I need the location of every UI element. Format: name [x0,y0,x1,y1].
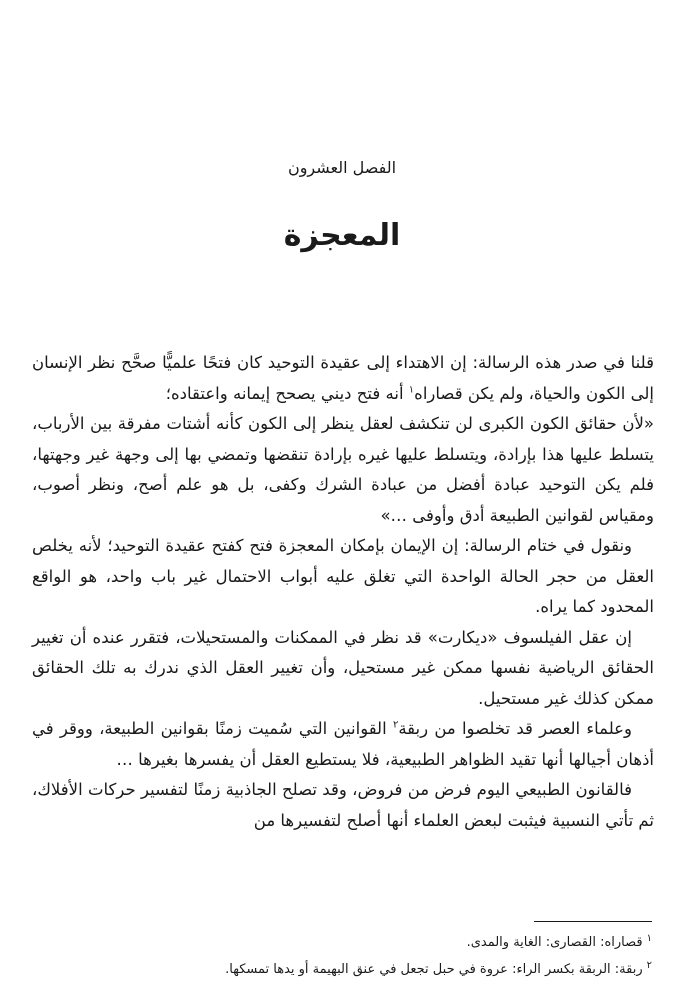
paragraph-2-quote: «لأن حقائق الكون الكبرى لن تنكشف لعقل ينظر إلى الكون كأنه أشتات مفرقة بين الأرباب، يتسلط عليها هذا بإرادة، ويتسلط عليها غيره بإرادة تنقضها وتمضي بها إلى وجهة غير وجهتها، فلم يكن التوحيد عبادة أفضل من عبادة الشرك وكفى، بل هو علم أصح، ونظر أصوب، ومقياس لقوانين الطبيعة أدق وأوفى …» [32,414,654,525]
paragraph-5 [32,714,654,775]
footnote-2 [30,956,652,983]
footnote-1 [30,929,652,956]
paragraph-5-text-b: القوانين التي سُميت زمنًا بقوانين الطبيعة، ووقر في أذهان أجيالها أنها تقيد الظواهر الطبيعية، فلا يستطيع العقل أن يفسرها بغيرها … [32,719,654,769]
body-text [32,348,654,836]
paragraph-1-text-b: أنه فتح ديني يصحح إيمانه واعتقاده؛ [165,383,409,403]
chapter-title: المعجزة [283,218,401,253]
paragraph-5-text-a: وعلماء العصر قد تخلصوا من ربقة [398,719,632,738]
paragraph-3: ونقول في ختام الرسالة: إن الإيمان بإمكان المعجزة فتح كفتح عقيدة التوحيد؛ لأنه يخلص العقل من حجر الحالة الواحدة التي تغلق عليه أبواب الاحتمال غير باب واحد، هو الواقع المحدود كما يراه. [32,536,654,616]
footnote-2-text: ربقة: الربقة بكسر الراء: عروة في حبل تجعل في عنق البهيمة أو يدها تمسكها. [225,962,643,977]
chapter-label: الفصل العشرون [287,158,397,177]
footnote-1-number: ١ [646,932,652,944]
footnotes [30,929,652,983]
footnote-2-number: ٢ [646,959,652,971]
footnote-1-text: قصاراه: القصارى: الغاية والمدى. [466,935,643,950]
paragraph-4: إن عقل الفيلسوف «ديكارت» قد نظر في الممكنات والمستحيلات، فتقرر عنده أن تغيير الحقائق الرياضية نفسها ممكن غير مستحيل، وأن تغيير العقل الذي ندرك به تلك الحقائق ممكن كذلك غير مستحيل. [32,627,654,708]
paragraph-1 [32,348,654,409]
footnote-ref-1: ١ [408,384,415,395]
footnote-ref-2: ٢ [392,719,399,731]
paragraph-6: فالقانون الطبيعي اليوم فرض من فروض، وقد تصلح الجاذبية زمنًا لتفسير حركات الأفلاك، ثم تأتي النسبية فيثبت لبعض العلماء أنها أصلح لتفسيرها من [32,780,654,830]
paragraph-1-text-a: قلنا في صدر هذه الرسالة: إن الاهتداء إلى عقيدة التوحيد كان فتحًا علميًّا صحَّح نظر الإنسان إلى الكون والحياة، ولم يكن قصاراه [32,353,654,403]
footnote-divider [534,921,652,922]
